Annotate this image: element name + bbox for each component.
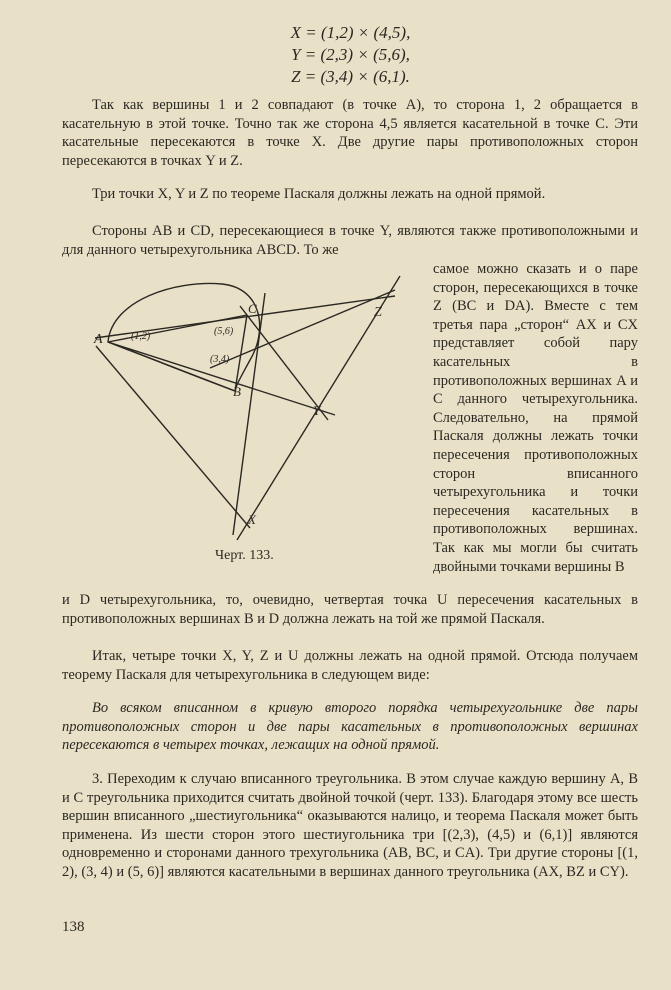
formula-z: Z = (3,4) × (6,1). xyxy=(291,67,410,86)
paragraph-3-bottom: и D четырехугольника, то, очевидно, четвертая точка U пересечения касательных в противоположных вершинах B и D должна лежать на той же прямой Паскаля. xyxy=(62,592,638,627)
label-z: Z xyxy=(374,305,382,320)
paragraph-3-side: самое можно сказать и о паре сторон, пересекающихся в точке Z (BC и DA). Вместе с тем третья пара „сторон“ AX и CX представляет собой пару касательных в противоположных вершинах A и C данного четырехугольника. Следовательно, на прямой Паскаля должны лежать точки пересечения противоположных сторон вписанного четырехугольника и точки пересечения касательных в противоположных вершинах. Так как мы могли бы считать двойными точками вершины B xyxy=(433,261,638,575)
paragraph-4: Итак, четыре точки X, Y, Z и U должны лежать на одной прямой. Отсюда получаем теорему Паскаля для четырехугольника в следующем виде: xyxy=(62,648,638,683)
label-c: C xyxy=(248,301,257,316)
figure-133 xyxy=(85,262,430,547)
tangent-at-a xyxy=(96,346,250,528)
paragraph-2: Три точки X, Y и Z по теореме Паскаля должны лежать на одной прямой. xyxy=(92,186,546,202)
formula-y: Y = (2,3) × (5,6), xyxy=(291,45,410,64)
line-a-y xyxy=(108,342,335,415)
label-a: A xyxy=(94,332,103,347)
figure-caption: Черт. 133. xyxy=(215,548,274,563)
label-b: B xyxy=(233,384,241,399)
tangent-at-c xyxy=(233,293,265,535)
theorem-statement: Во всяком вписанном в кривую второго порядка четырехугольнике две пары противоположных сторон и две пары касательных в противоположных вершинах пересекаются в четырех точках, лежащих на одной прямой. xyxy=(62,700,638,754)
formula-x: X = (1,2) × (4,5), xyxy=(290,23,411,42)
pascal-formulas xyxy=(0,22,671,88)
paragraph-1: Так как вершины 1 и 2 совпадают (в точке A), то сторона 1, 2 обращается в касательную в этой точке. Точно так же сторона 4,5 является касательной в точке C. Эти касательные пересекаются в точке X. Две другие пары противоположных сторон пересекаются в точках Y и Z. xyxy=(62,97,638,169)
label-y: Y xyxy=(313,403,321,418)
paragraph-5: 3. Переходим к случаю вписанного треугольника. В этом случае каждую вершину A, B и C треугольника приходится считать двойной точкой (черт. 133). Благодаря этому все шесть вершин вписанного „шестиугольника“ оказываются налицо, и теорема Паскаля может быть применена. Из шести сторон этого шестиугольника три [(2,3), (4,5) и (6,1)] являются одновременно и сторонами данного трехугольника (AB, BC, и CA). Три другие стороны [(1, 2), (3, 4) и (5, 6)] являются касательными в вершинах данного треугольника (AX, BZ и CY). xyxy=(62,771,638,880)
paragraph-3-top: Стороны AB и CD, пересекающиеся в точке Y, являются также противоположными и для данного четырехугольника ABCD. То же xyxy=(62,223,638,258)
page-number: 138 xyxy=(62,919,85,935)
label-x: X xyxy=(248,512,256,527)
label-56: (5,6) xyxy=(214,326,234,337)
label-12: (1,2) xyxy=(131,331,151,342)
label-34: (3,4) xyxy=(210,354,230,365)
